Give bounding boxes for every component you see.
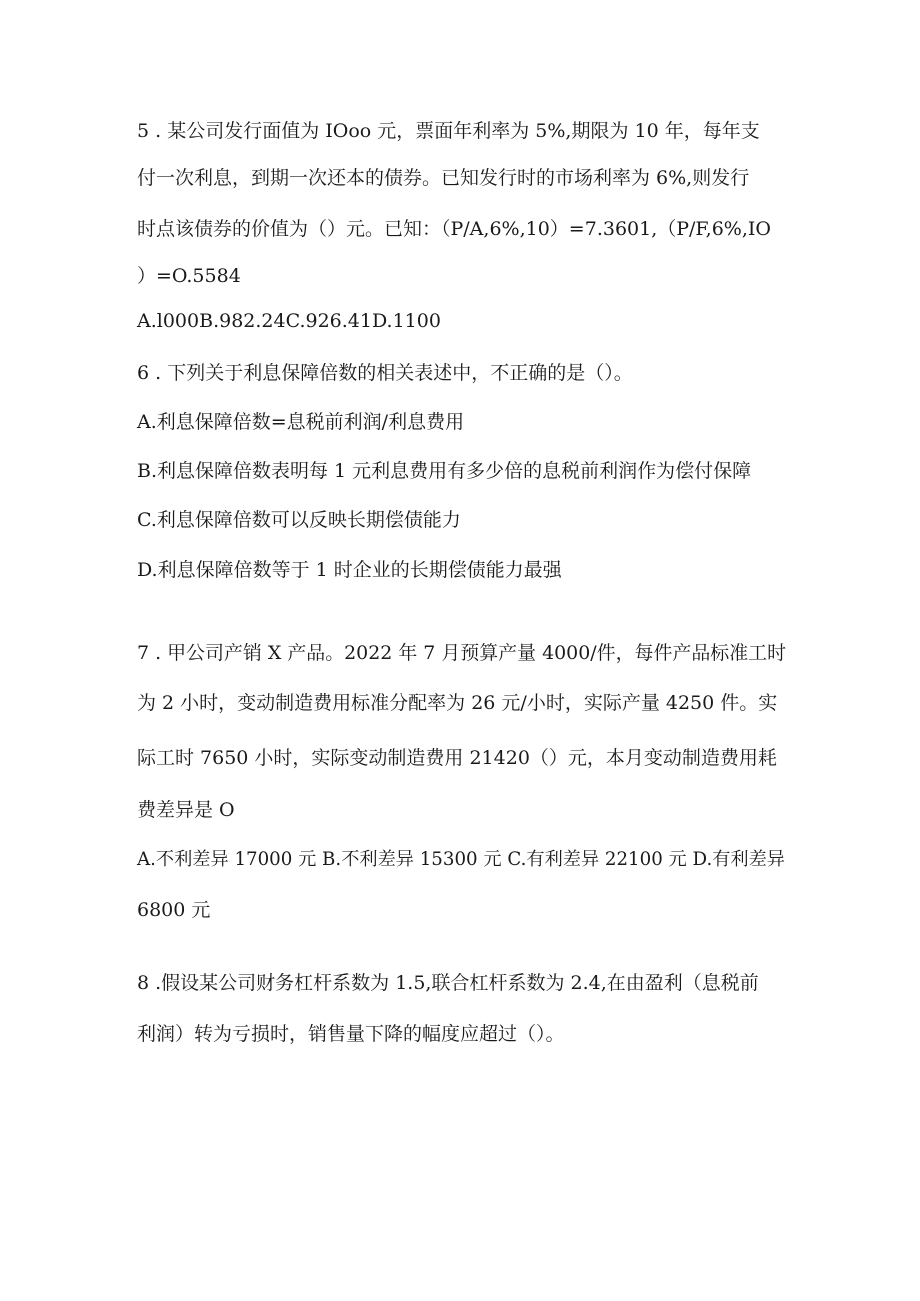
question-7-line-1: 7 . 甲公司产销 X 产品。2022 年 7 月预算产量 4000/件，每件产品标准工时 [137,642,787,664]
question-8-line-1: 8 .假设某公司财务杠杆系数为 1.5,联合杠杆系数为 2.4,在由盈利（息税前 [137,972,759,994]
question-7-line-3: 际工时 7650 小时，实际变动制造费用 21420（）元，本月变动制造费用耗 [137,747,777,769]
question-5-line-4: ）=O.5584 [137,265,241,287]
question-6-option-b: B.利息保障倍数表明每 1 元利息费用有多少倍的息税前利润作为偿付保障 [137,460,752,482]
question-5-line-1: 5 . 某公司发行面值为 IOoo 元，票面年利率为 5%,期限为 10 年，每年支 [137,120,760,142]
question-5-line-2: 付一次利息，到期一次还本的债券。已知发行时的市场利率为 6%,则发行 [137,167,750,189]
question-7-options-line-2: 6800 元 [137,899,211,921]
question-5-line-3: 时点该债券的价值为（）元。已知：（P/A,6%,10）=7.3601,（P/F,6%,IO [137,218,771,240]
question-6-option-a: A.利息保障倍数=息税前利润/利息费用 [137,411,465,433]
question-6-option-d: D.利息保障倍数等于 1 时企业的长期偿债能力最强 [137,559,562,581]
question-5-options: A.l000B.982.24C.926.41D.1100 [137,310,441,332]
question-7-line-2: 为 2 小时，变动制造费用标准分配率为 26 元/小时，实际产量 4250 件。实 [137,692,778,714]
question-8-line-2: 利润）转为亏损时，销售量下降的幅度应超过（）。 [137,1023,565,1045]
question-7-options-line-1: A.不利差异 17000 元 B.不利差异 15300 元 C.有利差异 22100 元 D.有利差异 [137,849,785,870]
question-6-line-1: 6 . 下列关于利息保障倍数的相关表述中，不正确的是（）。 [137,362,633,384]
question-6-option-c: C.利息保障倍数可以反映长期偿债能力 [137,509,461,531]
question-7-line-4: 费差异是 O [137,799,235,821]
